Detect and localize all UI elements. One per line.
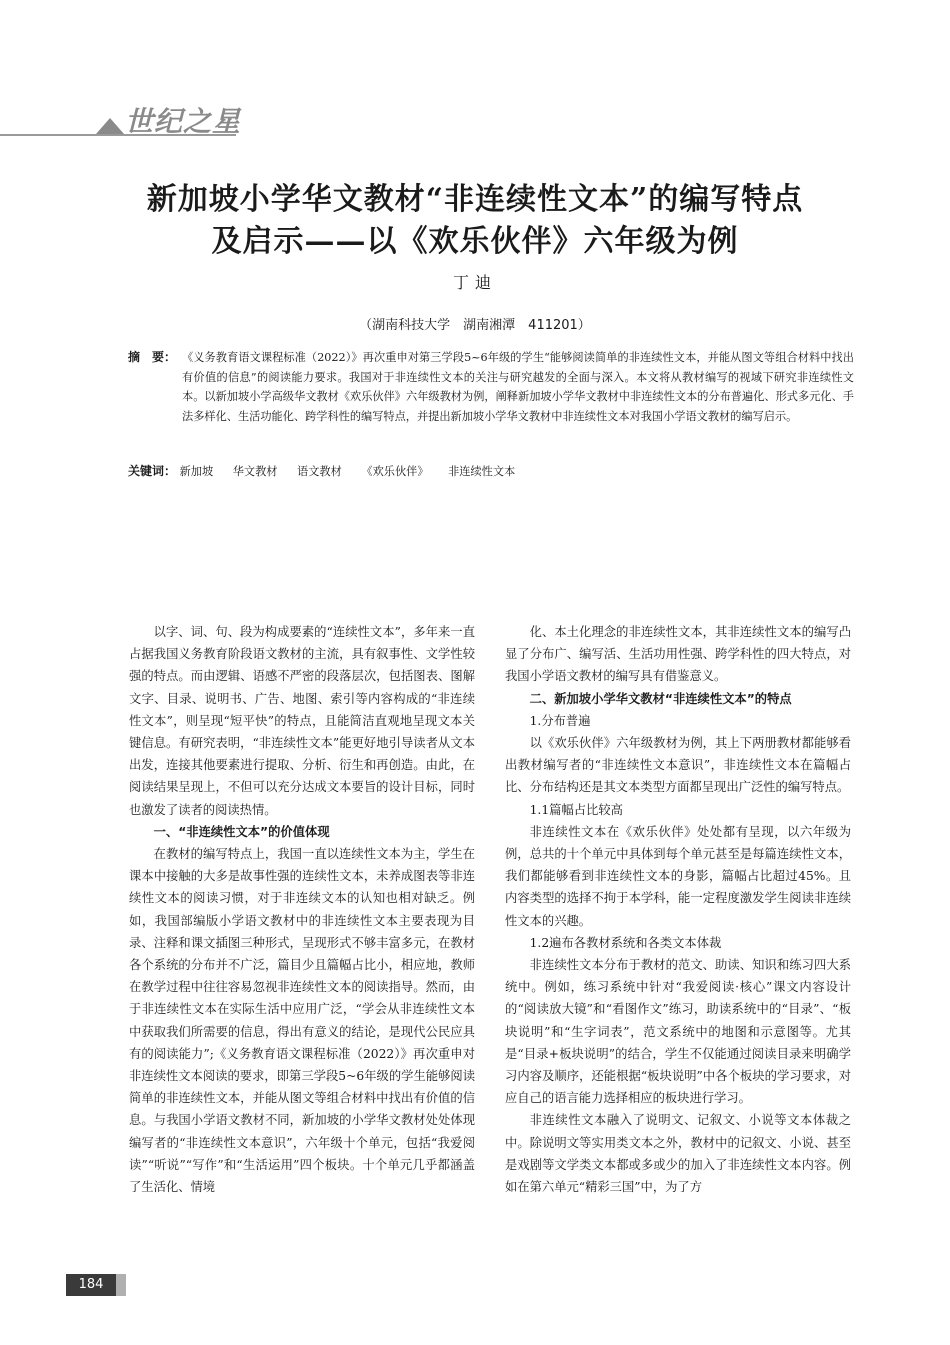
page-number: 184 <box>66 1274 116 1296</box>
keyword-item: 《欢乐伙伴》 <box>361 465 429 478</box>
subsection-heading: 1.1篇幅占比较高 <box>529 802 623 817</box>
author-name: 丁迪 <box>452 273 497 292</box>
subsection-heading: 1.2遍布各教材系统和各类文本体裁 <box>529 935 722 950</box>
body-paragraph: 非连续性文本融入了说明文、记叙文、小说等文本体裁之中。除说明文等实用类文本之外，教材中的记叙文、小说、甚至是戏剧等文学类文本都或多或少的加入了非连续性文本内容。例如在第六单元“精彩三国”中，为了方 <box>505 1113 851 1195</box>
keywords-label: 关键词： <box>128 464 177 478</box>
abstract-text: 《义务教育语文课程标准（2022）》再次重申对第三学段5~6年级的学生“能够阅读简单的非连续性文本，并能从图文等组合材料中找出有价值的信息”的阅读能力要求。我国对于非连续性文本的关注与研究越发的全面与深入。本文将从教材编写的视域下研究非连续性文本。以新加坡小学高级华文教材《欢乐伙伴》六年级教材为例，阐释新加坡小学华文教材中非连续性文本的分布普遍化、形式多元化、手法多样化、生活功能化、跨学科性的编写特点，并提出新加坡小学华文教材中非连续性文本对我国小学语文教材的编写启示。 <box>182 351 854 423</box>
article-title-line-2: 及启示——以《欢乐伙伴》六年级为例 <box>211 224 739 259</box>
body-paragraph: 非连续性文本分布于教材的范文、助读、知识和练习四大系统中。例如，练习系统中针对“我爱阅读·核心”课文内容设计的“阅读放大镜”和“看图作文”练习，助读系统中的“目录”、“板块说明”和“生字词表”，范文系统中的地图和示意图等。尤其是“目录+板块说明”的结合，学生不仅能通过阅读目录来明确学习内容及顺序，还能根据“板块说明”中各个板块的学习要求，对应自己的语言能力选择相应的板块进行学习。 <box>505 958 851 1106</box>
body-column-right <box>505 621 851 1198</box>
header-triangle-icon <box>96 118 124 134</box>
keywords-block <box>128 462 854 482</box>
body-paragraph: 以字、词、句、段为构成要素的“连续性文本”，多年来一直占据我国义务教育阶段语文教材的主流，具有叙事性、文学性较强的特点。而由逻辑、语感不严密的段落层次，包括图表、图解文字、目录、说明书、广告、地图、索引等内容构成的“非连续性文本”，则呈现“短平快”的特点，且能简洁直观地呈现文本关键信息。有研究表明，“非连续性文本”能更好地引导读者从文本出发，连接其他要素进行提取、分析、衍生和再创造。由此，在阅读结果呈现上，不但可以充分达成文本要旨的设计目标，同时也激发了读者的阅读热情。 <box>129 625 475 817</box>
keyword-item: 非连续性文本 <box>448 465 516 478</box>
keyword-item: 新加坡 <box>179 465 214 478</box>
article-title-line-1: 新加坡小学华文教材“非连续性文本”的编写特点 <box>146 182 804 217</box>
section-heading-2: 二、新加坡小学华文教材“非连续性文本”的特点 <box>529 691 792 706</box>
page-number-tab <box>116 1274 126 1296</box>
keyword-item: 语文教材 <box>297 465 342 478</box>
abstract-label: 摘 要： <box>128 350 177 364</box>
body-paragraph: 化、本土化理念的非连续性文本，其非连续性文本的编写凸显了分布广、编写活、生活功用性强、跨学科性的四大特点，对我国小学语文教材的编写具有借鉴意义。 <box>505 625 851 684</box>
section-heading-1: 一、“非连续性文本”的价值体现 <box>153 824 330 839</box>
column-brand: 世纪之星 <box>125 105 242 138</box>
body-paragraph: 在教材的编写特点上，我国一直以连续性文本为主，学生在课本中接触的大多是故事性强的连续性文本，未养成图表等非连续性文本的阅读习惯，对于非连续文本的认知也相对缺乏。例如，我国部编版小学语文教材中的非连续性文本主要表现为目录、注释和课文插图三种形式，呈现形式不够丰富多元，在教材各个系统的分布并不广泛，篇目少且篇幅占比小，相应地，教师在教学过程中往往容易忽视非连续性文本的阅读指导。然而，由于非连续性文本在实际生活中应用广泛，“学会从非连续性文本中获取我们所需要的信息，得出有意义的结论，是现代公民应具有的阅读能力”;《义务教育语文课程标准（2022）》再次重申对非连续性文本阅读的要求，即第三学段5~6年级的学生能够阅读简单的非连续性文本，并能从图文等组合材料中找出有价值的信息。与我国小学语文教材不同，新加坡的小学华文教材处处体现编写者的“非连续性文本意识”，六年级十个单元，包括“我爱阅读”“听说”“写作”和“生活运用”四个板块。十个单元几乎都涵盖了生活化、情境 <box>129 847 475 1195</box>
abstract-block <box>128 348 854 426</box>
keyword-item: 华文教材 <box>232 465 278 478</box>
subsection-heading: 1.分布普遍 <box>529 713 591 728</box>
body-paragraph: 非连续性文本在《欢乐伙伴》处处都有呈现，以六年级为例，总共的十个单元中具体到每个单元甚至是每篇连续性文本，我们都能够看到非连续性文本的身影，篇幅占比超过45%。且内容类型的选择不拘于本学科，能一定程度激发学生阅读非连续性文本的兴趣。 <box>505 824 851 928</box>
body-column-left <box>129 621 475 1198</box>
body-paragraph: 以《欢乐伙伴》六年级教材为例，其上下两册教材都能够看出教材编写者的“非连续性文本意识”，非连续性文本在篇幅占比、分布结构还是其文本类型方面都呈现出广泛性的编写特点。 <box>505 736 851 795</box>
author-affiliation: （湖南科技大学 湖南湘潭 411201） <box>359 318 591 333</box>
